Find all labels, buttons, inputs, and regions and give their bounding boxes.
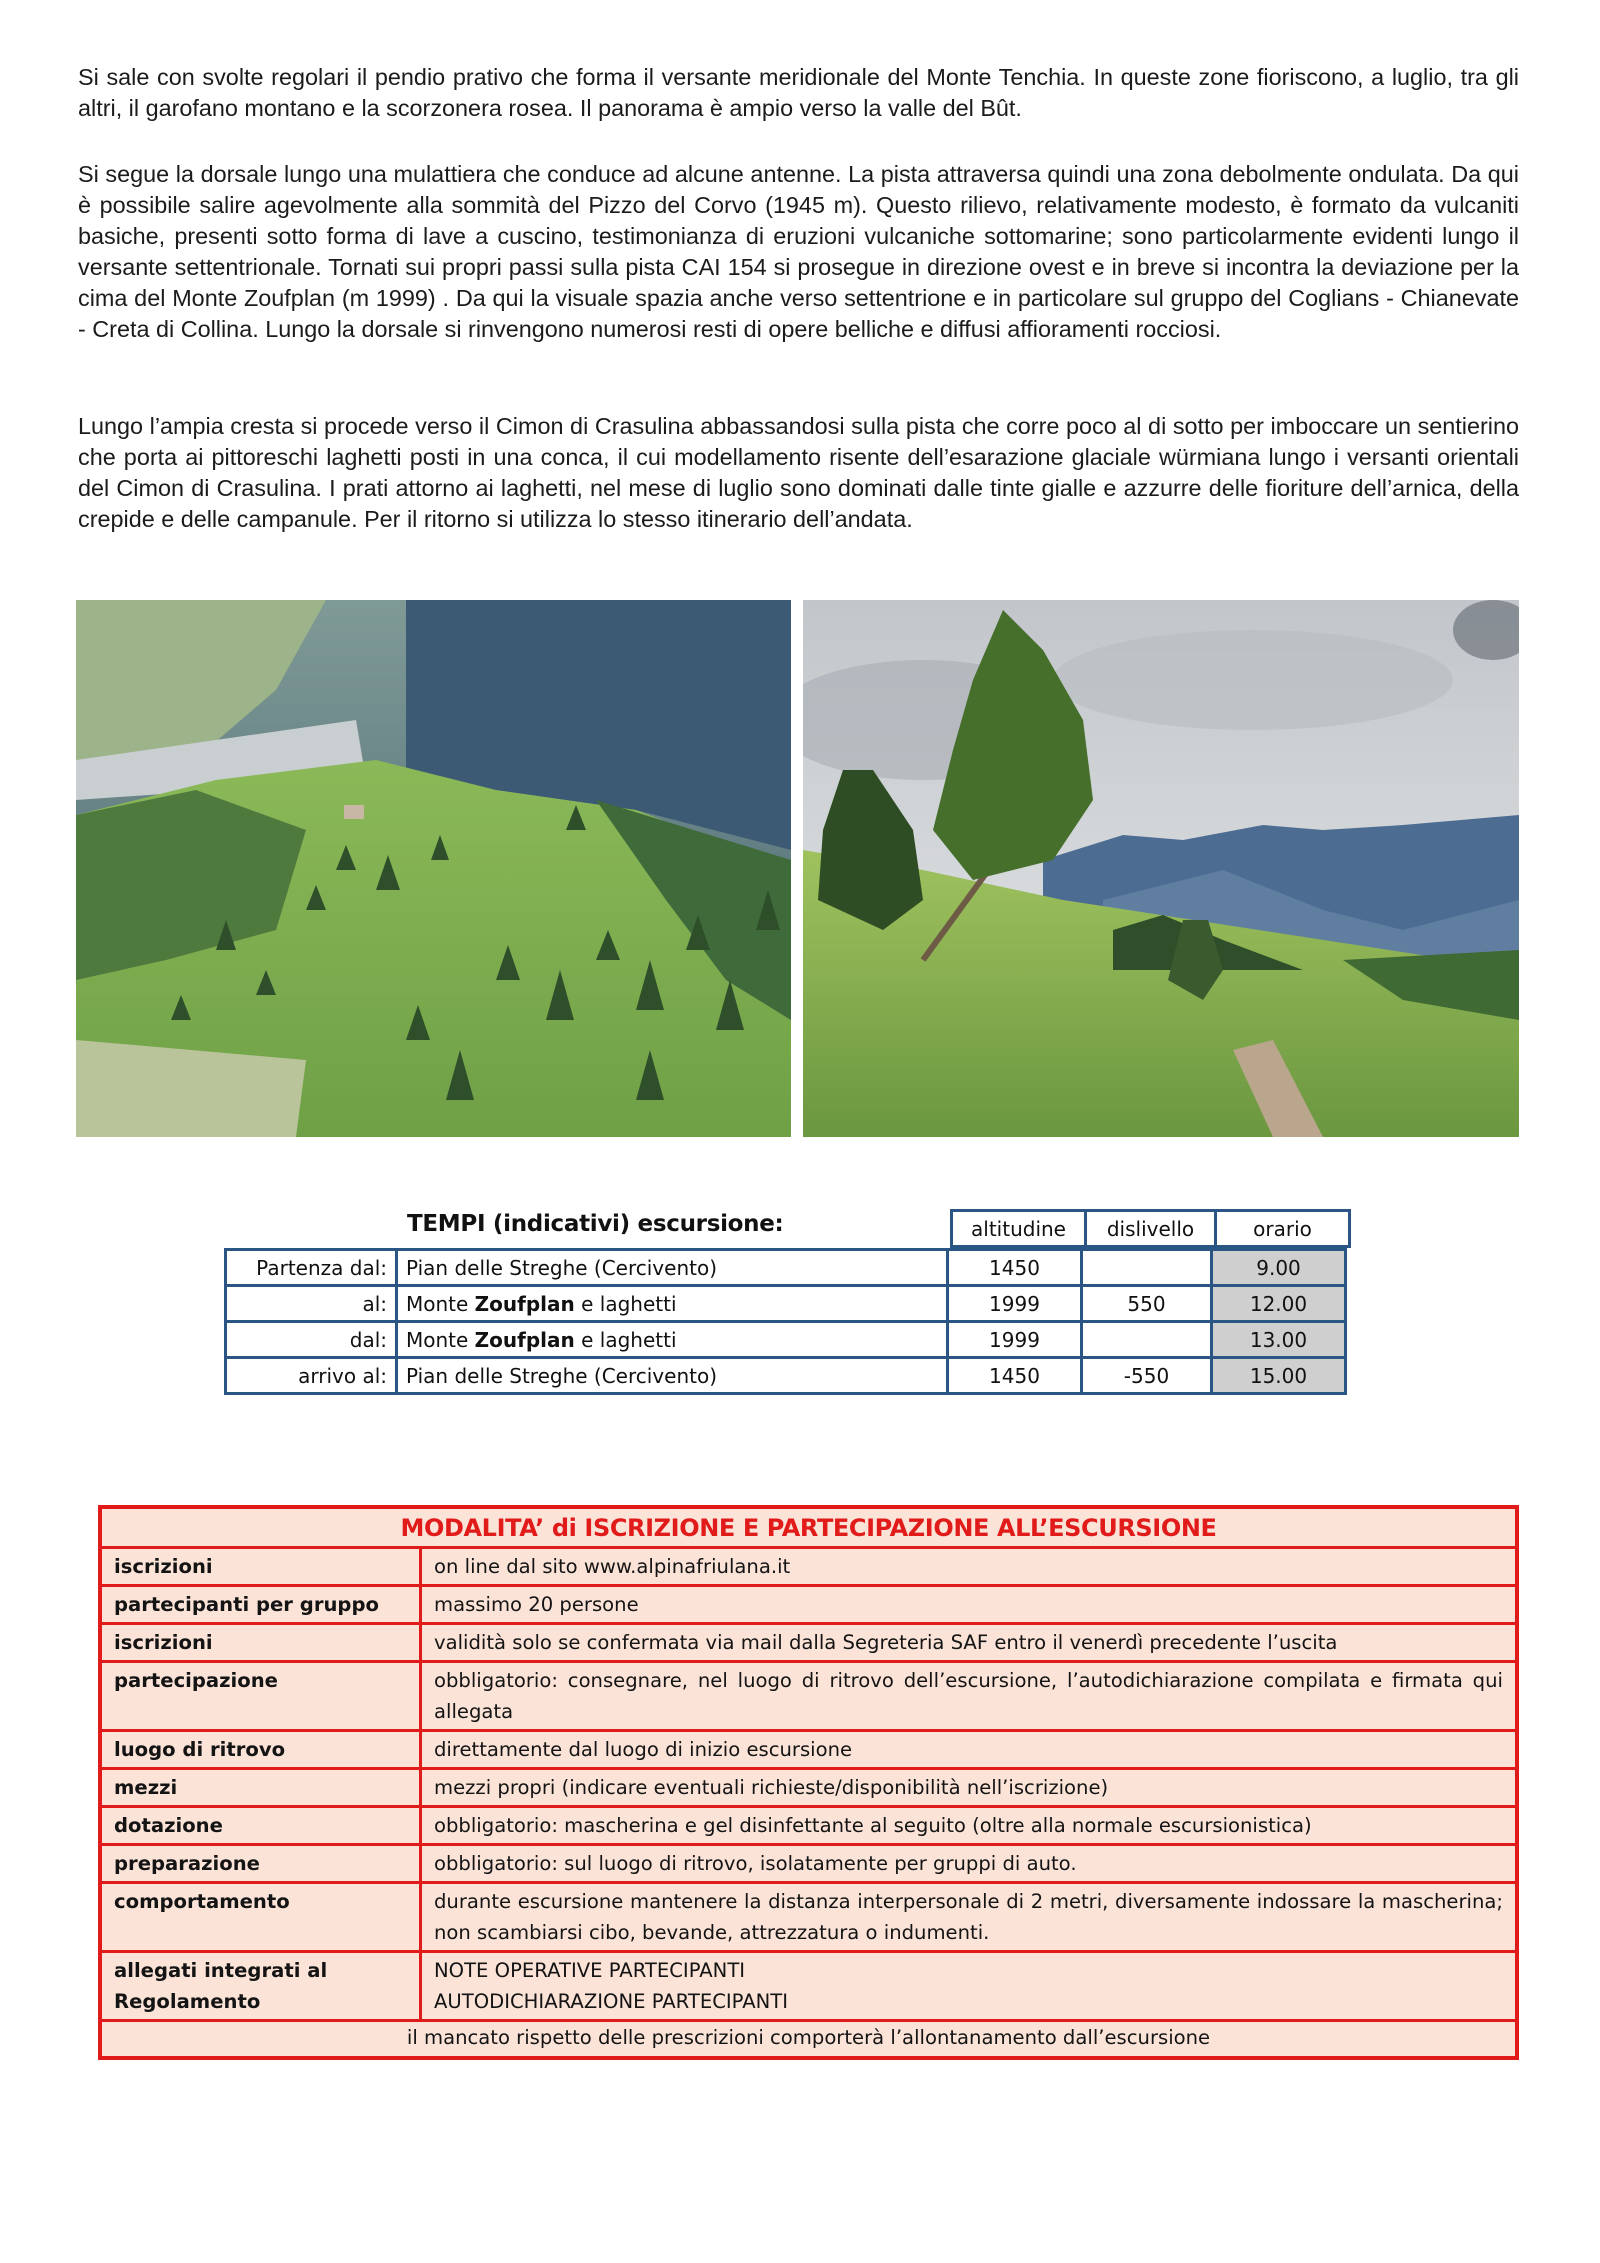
row-key: iscrizioni (102, 1625, 422, 1660)
header-time: orario (1216, 1211, 1350, 1247)
row-altitude: 1999 (948, 1322, 1082, 1358)
table-row (102, 1808, 1515, 1846)
row-label: al: (226, 1286, 397, 1322)
row-place (397, 1322, 948, 1358)
attachment-note-operative: NOTE OPERATIVE PARTECIPANTI (434, 1959, 746, 1982)
row-value: direttamente dal luogo di inizio escursione (434, 1738, 853, 1761)
row-value: mezzi propri (indicare eventuali richieste/disponibilità nell’iscrizione) (434, 1776, 1109, 1799)
row-key: allegati integrati al Regolamento (102, 1953, 422, 2019)
registration-rules-table (98, 1505, 1519, 2060)
table-row (102, 1953, 1515, 2022)
row-value: obbligatorio: sul luogo di ritrovo, isolatamente per gruppi di auto. (434, 1852, 1077, 1875)
table-row (102, 1587, 1515, 1625)
row-elevation-gain: 550 (1082, 1286, 1212, 1322)
table-row (226, 1286, 1346, 1322)
header-altitude: altitudine (952, 1211, 1086, 1247)
table-row (226, 1250, 1346, 1286)
times-table-header (950, 1209, 1351, 1248)
row-key: partecipazione (102, 1663, 422, 1729)
row-value (422, 1953, 1515, 2019)
row-elevation-gain (1082, 1250, 1212, 1286)
table-row (102, 1663, 1515, 1732)
row-elevation-gain (1082, 1322, 1212, 1358)
registration-rules-title: MODALITA’ di ISCRIZIONE E PARTECIPAZIONE ALL’ESCURSIONE (102, 1509, 1515, 1549)
table-row (102, 1625, 1515, 1663)
paragraph-3 (78, 411, 1519, 535)
row-key: partecipanti per gruppo (102, 1587, 422, 1622)
row-time: 9.00 (1212, 1250, 1346, 1286)
row-time: 13.00 (1212, 1322, 1346, 1358)
row-label: arrivo al: (226, 1358, 397, 1394)
row-value: obbligatorio: consegnare, nel luogo di ritrovo dell’escursione, l’autodichiarazione compilata e firmata qui allegata (434, 1669, 1503, 1723)
row-key: luogo di ritrovo (102, 1732, 422, 1767)
row-altitude: 1450 (948, 1358, 1082, 1394)
row-key: dotazione (102, 1808, 422, 1843)
times-table (224, 1248, 1347, 1395)
row-value: validità solo se confermata via mail dalla Segreteria SAF entro il venerdì precedente l’uscita (434, 1631, 1338, 1654)
place-text-suffix: e laghetti (574, 1291, 677, 1316)
meadow-hillside-image (76, 600, 791, 1137)
place-bold-text: Zoufplan (474, 1291, 575, 1316)
row-value: obbligatorio: mascherina e gel disinfettante al seguito (oltre alla normale escursionistica) (434, 1814, 1312, 1837)
table-row (102, 1732, 1515, 1770)
row-place (397, 1286, 948, 1322)
place-bold-text: Zoufplan (474, 1327, 575, 1352)
times-table-title: TEMPI (indicativi) escursione: (407, 1211, 784, 1237)
row-altitude: 1999 (948, 1286, 1082, 1322)
attachment-autodichiarazione: AUTODICHIARAZIONE PARTECIPANTI (434, 1990, 789, 2013)
row-label: dal: (226, 1322, 397, 1358)
place-text: Monte (406, 1327, 475, 1352)
photo-larch-trail (803, 600, 1519, 1137)
row-value: on line dal sito www.alpinafriulana.it (434, 1555, 791, 1578)
row-value: durante escursione mantenere la distanza interpersonale di 2 metri, diversamente indossare la mascherina; non scambiarsi cibo, bevande, attrezzatura o indumenti. (434, 1890, 1503, 1944)
table-row (226, 1322, 1346, 1358)
photo-meadow-hillside (76, 600, 791, 1137)
paragraph-1-text: Si sale con svolte regolari il pendio prativo che forma il versante meridionale del Monte Tenchia. In queste zone fioriscono, a luglio, tra gli altri, il garofano montano e la scorzonera rosea. Il panorama è ampio verso la valle del Bût. (78, 64, 1519, 121)
table-row (102, 1846, 1515, 1884)
place-text-suffix: e laghetti (574, 1327, 677, 1352)
table-row (226, 1358, 1346, 1394)
row-label: Partenza dal: (226, 1250, 397, 1286)
table-row (102, 1770, 1515, 1808)
row-key: preparazione (102, 1846, 422, 1881)
row-key: comportamento (102, 1884, 422, 1950)
row-altitude: 1450 (948, 1250, 1082, 1286)
row-time: 12.00 (1212, 1286, 1346, 1322)
row-key: iscrizioni (102, 1549, 422, 1584)
place-text: Pian delle Streghe (Cercivento) (406, 1363, 718, 1388)
paragraph-2 (78, 159, 1519, 345)
row-key: mezzi (102, 1770, 422, 1805)
row-place (397, 1250, 948, 1286)
table-row (102, 1549, 1515, 1587)
place-text: Pian delle Streghe (Cercivento) (406, 1255, 718, 1280)
place-text: Monte (406, 1291, 475, 1316)
header-elevation-gain: dislivello (1086, 1211, 1216, 1247)
row-time: 15.00 (1212, 1358, 1346, 1394)
larch-trail-image (803, 600, 1519, 1137)
table-row (102, 1884, 1515, 1953)
paragraph-1 (78, 62, 1519, 124)
registration-rules-footer: il mancato rispetto delle prescrizioni comporterà l’allontanamento dall’escursione (406, 2026, 1211, 2049)
row-value: massimo 20 persone (434, 1593, 639, 1616)
row-elevation-gain: -550 (1082, 1358, 1212, 1394)
paragraph-3-text: Lungo l’ampia cresta si procede verso il Cimon di Crasulina abbassandosi sulla pista che corre poco al di sotto per imboccare un sentierino che porta ai pittoreschi laghetti posti in una conca, il cui modellamento risente dell’esarazione glaciale würmiana lungo i versanti orientali del Cimon di Crasulina. I prati attorno ai laghetti, nel mese di luglio sono dominati dalle tinte gialle e azzurre delle fioriture dell’arnica, della crepide e delle campanule. Per il ritorno si utilizza lo stesso itinerario dell’andata. (78, 413, 1519, 532)
paragraph-2-text: Si segue la dorsale lungo una mulattiera che conduce ad alcune antenne. La pista attraversa quindi una zona debolmente ondulata. Da qui è possibile salire agevolmente alla sommità del Pizzo del Corvo (1945 m). Questo rilievo, relativamente modesto, è formato da vulcaniti basiche, presenti sotto forma di lave a cuscino, testimonianza di eruzioni vulcaniche sottomarine; sono particolarmente evidenti lungo il versante settentrionale. Tornati sui propri passi sulla pista CAI 154 si prosegue in direzione ovest e in breve si incontra la deviazione per la cima del Monte Zoufplan (m 1999) . Da qui la visuale spazia anche verso settentrione e in particolare sul gruppo del Coglians - Chianevate - Creta di Collina. Lungo la dorsale si rinvengono numerosi resti di opere belliche e diffusi affioramenti rocciosi. (78, 161, 1519, 342)
row-place (397, 1358, 948, 1394)
